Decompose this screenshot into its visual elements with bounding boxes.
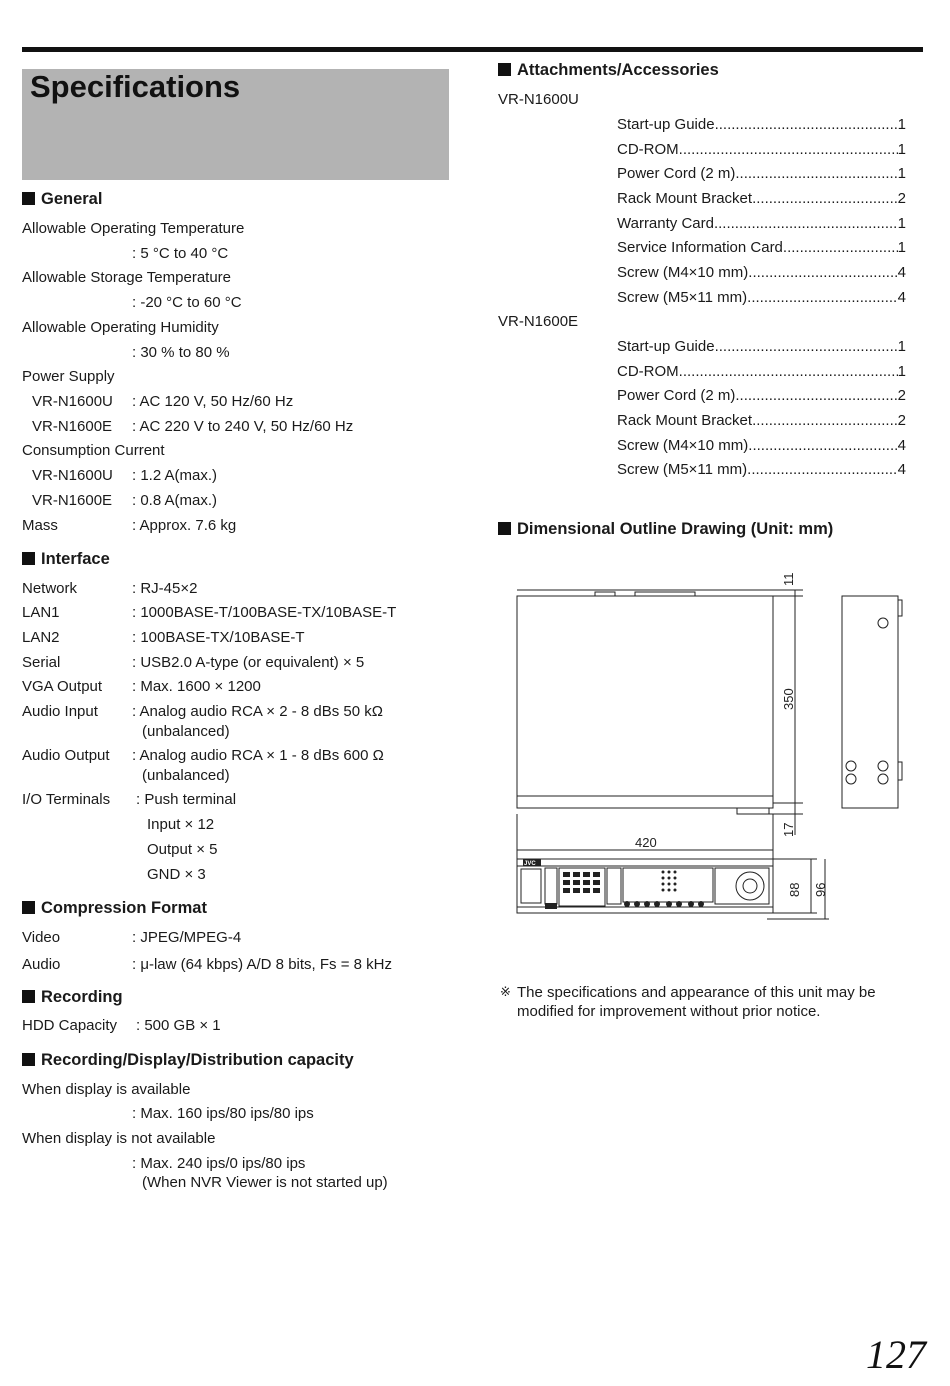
spec-value: : AC 120 V, 50 Hz/60 Hz xyxy=(132,393,294,410)
interface-heading: Interface xyxy=(22,550,110,569)
spec-value: : Analog audio RCA × 2 - 8 dBs 50 kΩ xyxy=(132,703,383,720)
spec-label: Audio Input xyxy=(22,703,98,720)
spec-label: Allowable Operating Humidity xyxy=(22,319,219,336)
spec-label: Video xyxy=(22,929,61,946)
spec-value: : 1000BASE-T/100BASE-TX/10BASE-T xyxy=(132,604,397,621)
drawing-heading: Dimensional Outline Drawing (Unit: mm) xyxy=(498,520,833,539)
square-bullet-icon xyxy=(22,192,35,205)
note-symbol: ※ xyxy=(500,984,511,999)
spec-value: : Approx. 7.6 kg xyxy=(132,517,237,534)
side-view-outline xyxy=(842,596,898,808)
spec-value: : RJ-45×2 xyxy=(132,580,198,597)
dim-11: 11 xyxy=(781,572,796,586)
spec-label: VR-N1600U xyxy=(32,467,113,484)
square-bullet-icon xyxy=(498,522,511,535)
title-banner xyxy=(22,69,449,180)
spec-value: : USB2.0 A-type (or equivalent) × 5 xyxy=(132,654,365,671)
capacity-heading: Recording/Display/Distribution capacity xyxy=(22,1051,354,1070)
dim-350: 350 xyxy=(781,688,796,710)
accessories-heading: Attachments/Accessories xyxy=(498,61,719,80)
spec-value: : Push terminal xyxy=(136,791,237,808)
spec-label: VR-N1600E xyxy=(32,418,113,435)
spec-value-cont: (unbalanced) xyxy=(142,723,230,740)
model-label: VR-N1600U xyxy=(498,91,579,108)
accessory-item: Screw (M4×10 mm) ..... 4 xyxy=(617,437,906,454)
square-bullet-icon xyxy=(22,1053,35,1066)
note-line2: modified for improvement without prior notice. xyxy=(517,1003,821,1020)
accessory-item: CD-ROM ..... 1 xyxy=(617,141,906,158)
spec-value: : 0.8 A(max.) xyxy=(132,492,218,509)
dimensional-outline-drawing xyxy=(505,560,925,930)
spec-value-sub: Output × 5 xyxy=(147,841,218,858)
spec-label: Consumption Current xyxy=(22,442,165,459)
spec-value: : 500 GB × 1 xyxy=(136,1017,221,1034)
spec-label: VGA Output xyxy=(22,678,103,695)
spec-value-cont: (When NVR Viewer is not started up) xyxy=(142,1174,388,1191)
spec-label: LAN2 xyxy=(22,629,60,646)
accessory-item: CD-ROM ..... 1 xyxy=(617,363,906,380)
accessory-item: Power Cord (2 m) ..... 2 xyxy=(617,387,906,404)
spec-value: : Max. 240 ips/0 ips/80 ips xyxy=(132,1155,306,1172)
brand-logo-text: JVC xyxy=(524,861,536,867)
square-bullet-icon xyxy=(22,552,35,565)
spec-label: LAN1 xyxy=(22,604,60,621)
spec-value: : 100BASE-TX/10BASE-T xyxy=(132,629,305,646)
spec-value: : Analog audio RCA × 1 - 8 dBs 600 Ω xyxy=(132,747,384,764)
spec-label: When display is not available xyxy=(22,1130,216,1147)
accessory-item: Screw (M4×10 mm) ..... 4 xyxy=(617,264,906,281)
accessory-item: Power Cord (2 m) ..... 1 xyxy=(617,165,906,182)
spec-value: : -20 °C to 60 °C xyxy=(132,294,242,311)
recording-heading: Recording xyxy=(22,988,123,1007)
spec-value: : 5 °C to 40 °C xyxy=(132,245,229,262)
spec-value-sub: GND × 3 xyxy=(147,866,206,883)
spec-value: : Max. 160 ips/80 ips/80 ips xyxy=(132,1105,314,1122)
accessory-item: Start-up Guide ..... 1 xyxy=(617,116,906,133)
spec-value: : 1.2 A(max.) xyxy=(132,467,218,484)
dim-17: 17 xyxy=(781,822,796,837)
accessory-item: Rack Mount Bracket ..... 2 xyxy=(617,412,906,429)
dim-96: 96 xyxy=(813,882,828,897)
note-line1: The specifications and appearance of this unit may be xyxy=(517,984,876,1001)
spec-label: Allowable Operating Temperature xyxy=(22,220,245,237)
page-title: Specifications xyxy=(30,69,241,104)
square-bullet-icon xyxy=(498,63,511,76)
spec-value: : μ-law (64 kbps) A/D 8 bits, Fs = 8 kHz xyxy=(132,956,392,973)
accessory-item: Service Information Card ..... 1 xyxy=(617,239,906,256)
accessory-item: Warranty Card ..... 1 xyxy=(617,215,906,232)
general-heading: General xyxy=(22,190,102,209)
spec-value: : Max. 1600 × 1200 xyxy=(132,678,261,695)
spec-label: When display is available xyxy=(22,1081,191,1098)
spec-label: VR-N1600E xyxy=(32,492,113,509)
spec-label: Allowable Storage Temperature xyxy=(22,269,232,286)
spec-label: Serial xyxy=(22,654,61,671)
accessory-item: Screw (M5×11 mm) ..... 4 xyxy=(617,461,906,478)
spec-value: : 30 % to 80 % xyxy=(132,344,230,361)
top-view-outline xyxy=(517,596,773,808)
spec-value-cont: (unbalanced) xyxy=(142,767,230,784)
spec-label: Power Supply xyxy=(22,368,115,385)
spec-label: HDD Capacity xyxy=(22,1017,118,1034)
spec-value: : AC 220 V to 240 V, 50 Hz/60 Hz xyxy=(132,418,354,435)
model-label: VR-N1600E xyxy=(498,313,579,330)
square-bullet-icon xyxy=(22,901,35,914)
top-rule xyxy=(22,47,923,52)
dim-88: 88 xyxy=(787,882,802,897)
accessory-item: Screw (M5×11 mm) ..... 4 xyxy=(617,289,906,306)
spec-label: Network xyxy=(22,580,78,597)
accessory-item: Start-up Guide ..... 1 xyxy=(617,338,906,355)
spec-value-sub: Input × 12 xyxy=(147,816,215,833)
compression-heading: Compression Format xyxy=(22,899,207,918)
spec-label: Audio xyxy=(22,956,61,973)
page-number: 127 xyxy=(866,1332,926,1377)
spec-label: I/O Terminals xyxy=(22,791,111,808)
accessory-item: Rack Mount Bracket ..... 2 xyxy=(617,190,906,207)
spec-label: Mass xyxy=(22,517,58,534)
spec-label: VR-N1600U xyxy=(32,393,113,410)
square-bullet-icon xyxy=(22,990,35,1003)
spec-value: : JPEG/MPEG-4 xyxy=(132,929,242,946)
dim-420: 420 xyxy=(635,835,657,850)
spec-label: Audio Output xyxy=(22,747,110,764)
